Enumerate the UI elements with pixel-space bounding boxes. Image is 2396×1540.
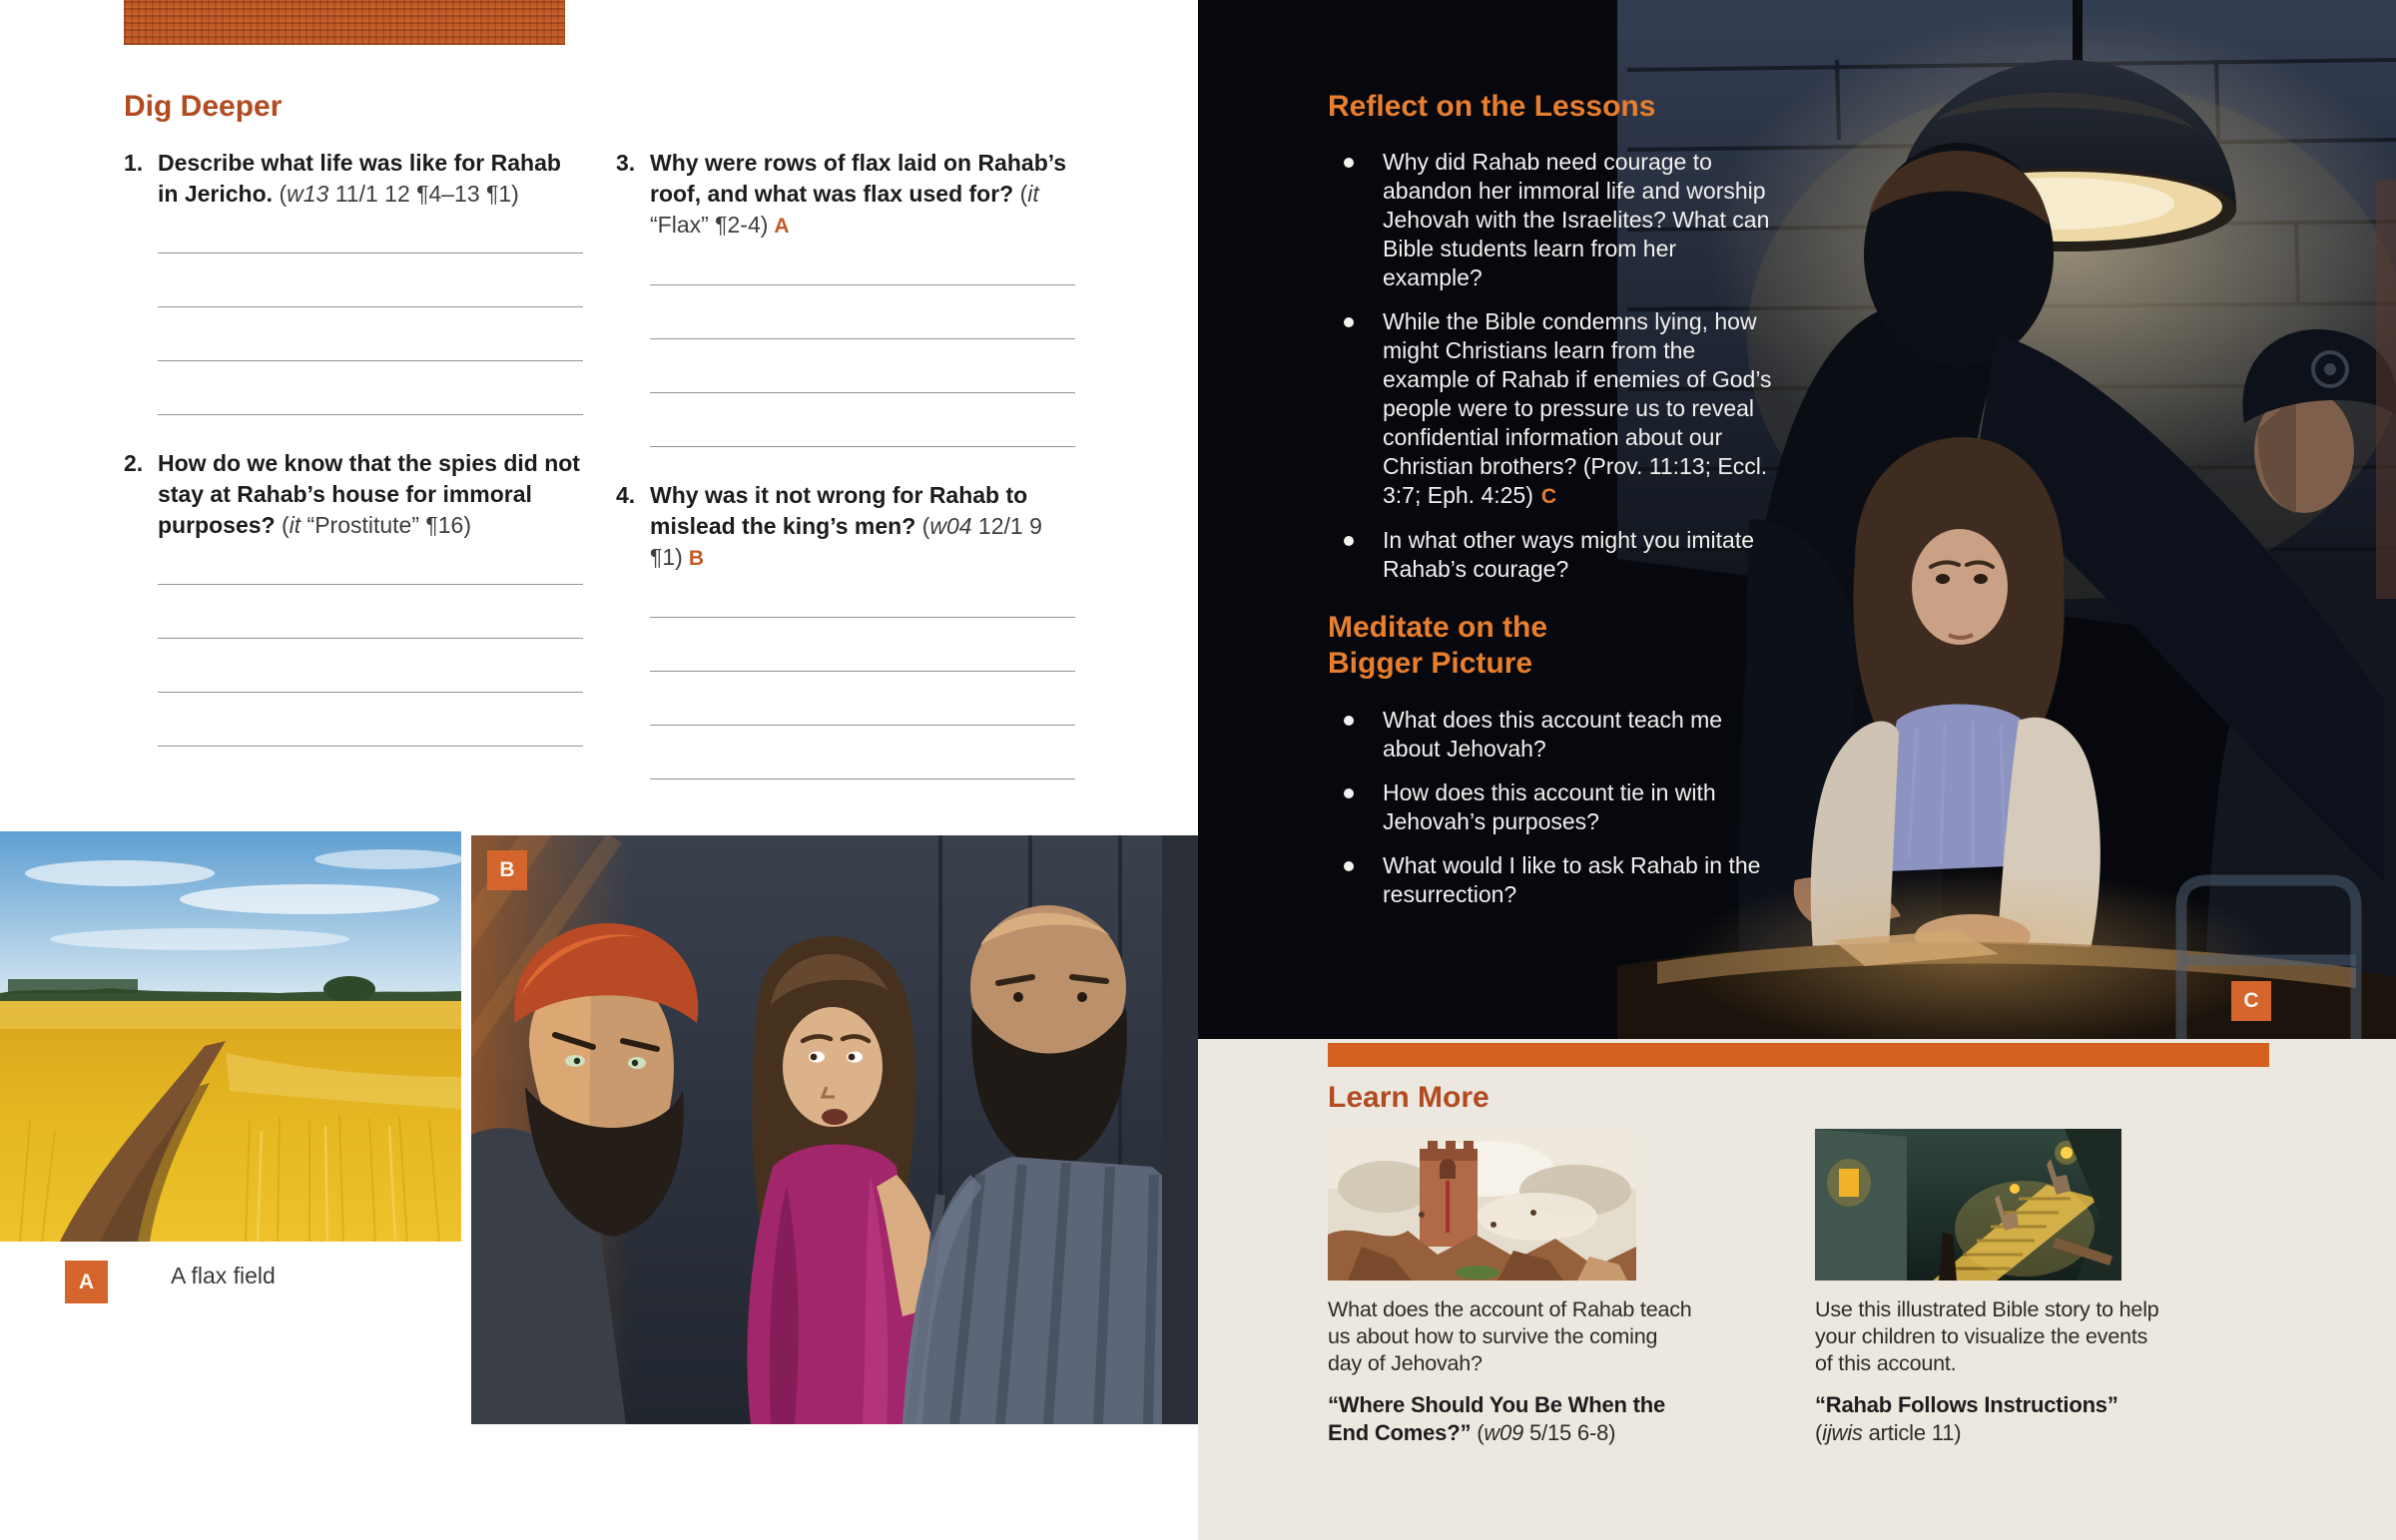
answer-line: [650, 672, 1075, 726]
question-reference: (w13 11/1 12 ¶4–13 ¶1): [279, 181, 519, 207]
question-number: 1.: [124, 150, 144, 176]
photo-text-overlay: [1328, 90, 1777, 924]
learn-more-item-1: [1328, 1129, 1692, 1447]
question-number: 3.: [616, 150, 636, 176]
answer-line: [158, 639, 583, 693]
bullet-text: Why did Rahab need courage to abandon her immoral life and worship Jehovah with the Israelites? What can Bible students learn from her example?: [1383, 149, 1770, 290]
learn-more-article-title: “Where Should You Be When the End Comes?”: [1328, 1392, 1666, 1445]
answer-line: [650, 339, 1075, 393]
questions-column-2: [616, 148, 1075, 812]
question-reference: (w04 12/1 9 ¶1): [650, 513, 1042, 570]
bullet-text: What does this account teach me about Jehovah?: [1383, 707, 1723, 762]
bullet-dot: [1344, 716, 1354, 726]
caption-text: A flax field: [171, 1263, 276, 1288]
image-tag: A: [774, 215, 790, 238]
question-reference: (it “Prostitute” ¶16): [281, 512, 471, 538]
bullet-dot: [1344, 788, 1354, 798]
bullet-text: What would I like to ask Rahab in the resurrection?: [1383, 852, 1761, 907]
meditate-bullet-2: [1328, 778, 1777, 836]
reflect-title: Reflect on the Lessons: [1328, 90, 1656, 123]
image-tag: B: [688, 547, 704, 570]
reflect-bullet-1: [1328, 148, 1777, 292]
answer-line: [158, 693, 583, 747]
orange-divider-bar: [1328, 1043, 2269, 1067]
flax-caption: [65, 1261, 276, 1303]
meditate-title: Meditate on the Bigger Picture: [1328, 611, 1548, 680]
questions-column-1: [124, 148, 583, 779]
answer-lines: [158, 200, 583, 415]
answer-line: [650, 618, 1075, 672]
learn-more-reference: (w09 5/15 6-8): [1477, 1420, 1616, 1445]
question-1: [124, 148, 583, 210]
answer-line: [158, 361, 583, 415]
answer-lines: [158, 531, 583, 747]
question-number: 4.: [616, 482, 636, 508]
label-a: A: [65, 1261, 108, 1303]
question-number: 2.: [124, 450, 144, 476]
bullet-dot: [1344, 861, 1354, 871]
question-4: [616, 480, 1075, 574]
question-reference: (it “Flax” ¶2-4): [650, 181, 1039, 238]
bullet-dot: [1344, 536, 1354, 546]
answer-line: [158, 307, 583, 361]
question-2: [124, 448, 583, 541]
illustrated-story-thumbnail: [1815, 1129, 2123, 1281]
label-b: B: [487, 850, 527, 890]
bullet-text: In what other ways might you imitate Rahab’s courage?: [1383, 527, 1754, 582]
jericho-walls-thumbnail: [1328, 1129, 1636, 1281]
answer-line: [650, 393, 1075, 447]
question-text: Describe what life was like for Rahab in Jericho.: [158, 150, 561, 207]
learn-more-title: Learn More: [1328, 1081, 1490, 1114]
label-c: C: [2231, 981, 2271, 1021]
right-page: [1198, 0, 2396, 1540]
question-text: Why were rows of flax laid on Rahab’s roof, and what was flax used for?: [650, 150, 1067, 207]
dig-deeper-title: Dig Deeper: [124, 90, 283, 123]
answer-line: [158, 254, 583, 307]
answer-lines: [650, 564, 1075, 779]
learn-more-item-2: [1815, 1129, 2159, 1447]
learn-more-reference: (ijwis article 11): [1815, 1420, 1962, 1445]
reflect-bullet-2: [1328, 307, 1777, 511]
question-3: [616, 148, 1075, 242]
rahab-spies-illustration: [471, 835, 1198, 1424]
bullet-dot: [1344, 317, 1354, 327]
answer-lines: [650, 232, 1075, 447]
flax-field-photo: [0, 831, 461, 1242]
bullet-text: While the Bible condemns lying, how might Christians learn from the example of Rahab if enemies of God’s people were to pressure us to reveal confidential information about our Christian brothers? (Prov. 11:13; Eccl. 3:7; Eph. 4:25): [1383, 308, 1772, 508]
reflect-bullet-3: [1328, 526, 1777, 584]
answer-line: [158, 585, 583, 639]
image-tag: C: [1540, 485, 1557, 508]
meditate-bullet-3: [1328, 851, 1777, 909]
question-text: Why was it not wrong for Rahab to mislead the king’s men?: [650, 482, 1028, 539]
learn-more-article-title: “Rahab Follows Instructions”: [1815, 1392, 2118, 1417]
orange-texture-block: [124, 0, 565, 45]
learn-more-description: Use this illustrated Bible story to help your children to visualize the events of this account.: [1815, 1297, 2159, 1375]
meditate-bullet-1: [1328, 706, 1777, 764]
answer-line: [650, 726, 1075, 779]
bullet-dot: [1344, 158, 1354, 168]
bullet-text: How does this account tie in with Jehovah’s purposes?: [1383, 779, 1716, 834]
answer-line: [650, 285, 1075, 339]
learn-more-section: [1328, 1043, 2336, 1445]
question-text: How do we know that the spies did not stay at Rahab’s house for immoral purposes?: [158, 450, 580, 538]
learn-more-description: What does the account of Rahab teach us about how to survive the coming day of Jehovah?: [1328, 1297, 1692, 1375]
